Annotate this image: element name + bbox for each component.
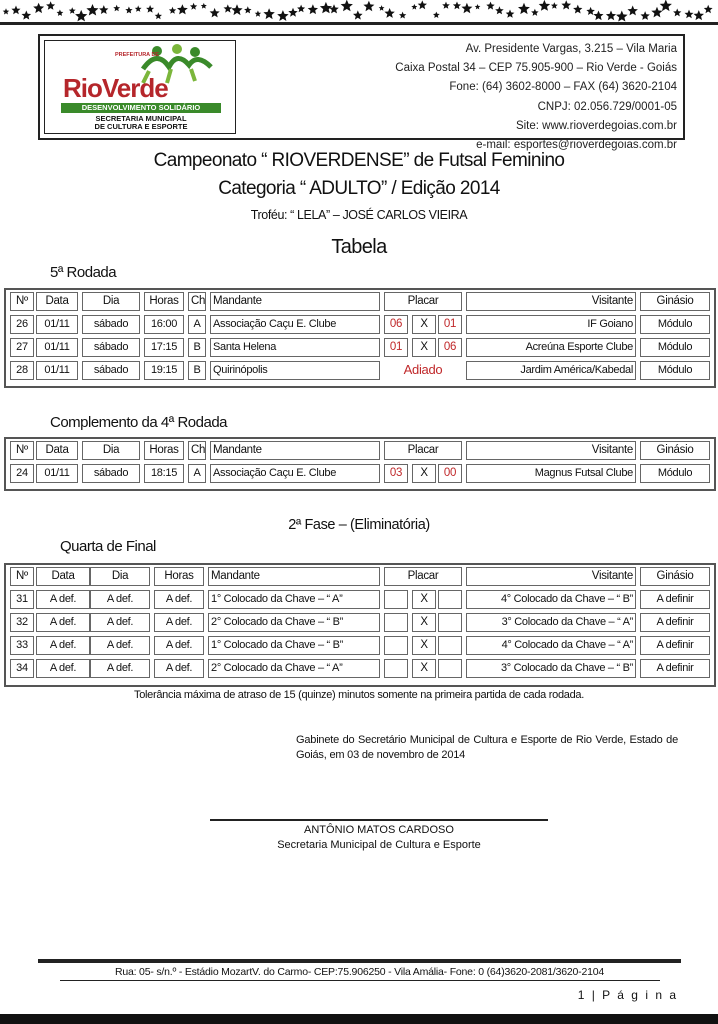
star-pattern bbox=[0, 0, 718, 22]
away-team: IF Goiano bbox=[466, 315, 636, 334]
header-rule bbox=[0, 22, 718, 25]
table-row bbox=[6, 657, 714, 680]
header-score: Placar bbox=[384, 441, 462, 460]
home-score: 03 bbox=[384, 464, 408, 483]
match-date: 01/11 bbox=[36, 338, 78, 357]
match-group: B bbox=[188, 338, 206, 357]
header-gym: Ginásio bbox=[640, 292, 710, 311]
logo-prefeitura: PREFEITURA DE bbox=[115, 52, 160, 58]
gym: Módulo bbox=[640, 464, 710, 483]
gym: A definir bbox=[640, 613, 710, 632]
header-day: Dia bbox=[90, 567, 150, 586]
home-score: 01 bbox=[384, 338, 408, 357]
home-team: 1° Colocado da Chave – “ A” bbox=[208, 590, 380, 609]
away-score bbox=[438, 659, 462, 678]
away-score bbox=[438, 590, 462, 609]
decorative-star-border bbox=[0, 0, 718, 22]
round5-title: 5ª Rodada bbox=[50, 264, 117, 281]
match-group: B bbox=[188, 361, 206, 380]
match-time: 17:15 bbox=[144, 338, 184, 357]
round5-table bbox=[4, 288, 716, 388]
score-separator: X bbox=[412, 659, 436, 678]
match-day: A def. bbox=[90, 590, 150, 609]
contact-info bbox=[395, 40, 677, 155]
table-row bbox=[6, 634, 714, 657]
match-time: 18:15 bbox=[144, 464, 184, 483]
away-team: 4° Colocado da Chave – “ A” bbox=[466, 636, 636, 655]
cnpj: CNPJ: 02.056.729/0001-05 bbox=[537, 100, 677, 113]
match-date: A def. bbox=[36, 613, 90, 632]
match-day: sábado bbox=[82, 361, 140, 380]
gym: Módulo bbox=[640, 315, 710, 334]
match-date: 01/11 bbox=[36, 361, 78, 380]
home-score bbox=[384, 590, 408, 609]
logo-city-name: RioVerde bbox=[63, 73, 168, 103]
gym: Módulo bbox=[640, 361, 710, 380]
header-time: Horas bbox=[144, 292, 184, 311]
round4-title: Complemento da 4ª Rodada bbox=[50, 414, 228, 431]
match-time: A def. bbox=[154, 613, 204, 632]
match-time: A def. bbox=[154, 590, 204, 609]
gym: A definir bbox=[640, 636, 710, 655]
match-group: A bbox=[188, 315, 206, 334]
table-row bbox=[6, 611, 714, 634]
table-header-row bbox=[6, 439, 714, 462]
footer-address: Rua: 05- s/n.º - Estádio MozartV. do Carmo- CEP:75.906250 - Vila Amália- Fone: 0 (64)3620-2081/3620-2104 bbox=[114, 966, 605, 978]
home-team: Associação Caçu E. Clube bbox=[210, 315, 380, 334]
header-away: Visitante bbox=[466, 292, 636, 311]
header-home: Mandante bbox=[210, 292, 380, 311]
match-group: A bbox=[188, 464, 206, 483]
header-num: Nº bbox=[10, 441, 34, 460]
gym: A definir bbox=[640, 659, 710, 678]
home-team: 2° Colocado da Chave – “ B” bbox=[208, 613, 380, 632]
gym: Módulo bbox=[640, 338, 710, 357]
letterhead bbox=[38, 34, 685, 152]
match-number: 28 bbox=[10, 361, 34, 380]
match-date: 01/11 bbox=[36, 464, 78, 483]
phone: Fone: (64) 3602-8000 – FAX (64) 3620-2104 bbox=[449, 81, 677, 94]
score-separator: X bbox=[412, 338, 436, 357]
away-team: Acreúna Esporte Clube bbox=[466, 338, 636, 357]
header-home: Mandante bbox=[208, 567, 380, 586]
round4-table bbox=[4, 437, 716, 491]
header-day: Dia bbox=[82, 441, 140, 460]
phase2-title: 2ª Fase – (Eliminatória) bbox=[288, 517, 430, 533]
match-number: 33 bbox=[10, 636, 34, 655]
postal-box: Caixa Postal 34 – CEP 75.905-900 – Rio Verde - Goiás bbox=[395, 62, 677, 75]
home-team: Santa Helena bbox=[210, 338, 380, 357]
header-num: Nº bbox=[10, 567, 34, 586]
away-team: 3° Colocado da Chave – “ A” bbox=[466, 613, 636, 632]
tolerance-note: Tolerância máxima de atraso de 15 (quinze) minutos somente na primeira partida de cada rodada. bbox=[134, 689, 584, 701]
match-day: sábado bbox=[82, 464, 140, 483]
table-header-row bbox=[6, 565, 714, 588]
away-score bbox=[438, 636, 462, 655]
match-day: A def. bbox=[90, 613, 150, 632]
logo-slogan: DESENVOLVIMENTO SOLIDÁRIO bbox=[61, 103, 221, 113]
match-day: sábado bbox=[82, 315, 140, 334]
match-number: 26 bbox=[10, 315, 34, 334]
home-team: 2° Colocado da Chave – “ A” bbox=[208, 659, 380, 678]
match-date: A def. bbox=[36, 590, 90, 609]
rio-verde-logo bbox=[44, 40, 236, 134]
away-score: 01 bbox=[438, 315, 462, 334]
header-date: Data bbox=[36, 441, 78, 460]
gym: A definir bbox=[640, 590, 710, 609]
match-date: 01/11 bbox=[36, 315, 78, 334]
score-separator: X bbox=[412, 590, 436, 609]
footer-divider bbox=[60, 980, 660, 981]
header-time: Horas bbox=[144, 441, 184, 460]
home-team: Quirinópolis bbox=[210, 361, 380, 380]
signatory-role: Secretaria Municipal de Cultura e Esporte bbox=[277, 839, 481, 851]
match-status: Adiado bbox=[403, 362, 443, 377]
table-row bbox=[6, 588, 714, 611]
match-number: 27 bbox=[10, 338, 34, 357]
home-score: 06 bbox=[384, 315, 408, 334]
score-separator: X bbox=[412, 315, 436, 334]
match-number: 34 bbox=[10, 659, 34, 678]
header-score: Placar bbox=[384, 292, 462, 311]
home-score bbox=[384, 659, 408, 678]
schedule-heading: Tabela bbox=[331, 236, 387, 258]
score-separator: X bbox=[412, 613, 436, 632]
home-score bbox=[384, 613, 408, 632]
match-time: A def. bbox=[154, 659, 204, 678]
home-team: 1° Colocado da Chave – “ B” bbox=[208, 636, 380, 655]
logo-dept-2: DE CULTURA E ESPORTE bbox=[94, 122, 188, 131]
header-home: Mandante bbox=[210, 441, 380, 460]
match-date: A def. bbox=[36, 636, 90, 655]
header-num: Nº bbox=[10, 292, 34, 311]
match-day: sábado bbox=[82, 338, 140, 357]
signature-line bbox=[210, 819, 548, 821]
away-team: 3° Colocado da Chave – “ B” bbox=[466, 659, 636, 678]
table-row bbox=[6, 462, 714, 485]
header-ch: Ch bbox=[188, 292, 206, 311]
match-day: A def. bbox=[90, 659, 150, 678]
table-row bbox=[6, 313, 714, 336]
address: Av. Presidente Vargas, 3.215 – Vila Maria bbox=[465, 43, 677, 55]
match-number: 32 bbox=[10, 613, 34, 632]
header-away: Visitante bbox=[466, 567, 636, 586]
page-number: 1 | P á g i n a bbox=[577, 988, 678, 1002]
home-score bbox=[384, 636, 408, 655]
home-team: Associação Caçu E. Clube bbox=[210, 464, 380, 483]
match-time: 19:15 bbox=[144, 361, 184, 380]
trophy-name: Troféu: “ LELA” – JOSÉ CARLOS VIEIRA bbox=[250, 208, 468, 222]
closing-statement: Gabinete do Secretário Municipal de Cultura e Esporte de Rio Verde, Estado de Goiás, em 03 de novembro de 2014 bbox=[296, 734, 678, 761]
header-score: Placar bbox=[384, 567, 462, 586]
header-gym: Ginásio bbox=[640, 567, 710, 586]
website[interactable]: Site: www.rioverdegoias.com.br bbox=[515, 119, 677, 132]
match-number: 31 bbox=[10, 590, 34, 609]
email[interactable]: e-mail: esportes@rioverdegoias.com.br bbox=[476, 139, 677, 152]
signatory-name: ANTÔNIO MATOS CARDOSO bbox=[304, 824, 454, 836]
match-time: A def. bbox=[154, 636, 204, 655]
away-score: 00 bbox=[438, 464, 462, 483]
away-team: Jardim América/Kabedal bbox=[466, 361, 636, 380]
category-title: Categoria “ ADULTO” / Edição 2014 bbox=[218, 178, 500, 199]
away-team: Magnus Futsal Clube bbox=[466, 464, 636, 483]
away-score bbox=[438, 613, 462, 632]
footer-rule bbox=[38, 959, 681, 963]
table-header-row bbox=[6, 290, 714, 313]
match-date: A def. bbox=[36, 659, 90, 678]
header-date: Data bbox=[36, 567, 90, 586]
header-gym: Ginásio bbox=[640, 441, 710, 460]
score-separator: X bbox=[412, 464, 436, 483]
quarterfinal-title: Quarta de Final bbox=[60, 538, 156, 555]
logo-dept-1: SECRETARIA MUNICIPAL bbox=[95, 114, 187, 123]
match-time: 16:00 bbox=[144, 315, 184, 334]
header-time: Horas bbox=[154, 567, 204, 586]
header-ch: Ch bbox=[188, 441, 206, 460]
away-team: 4° Colocado da Chave – “ B” bbox=[466, 590, 636, 609]
bottom-border bbox=[0, 1014, 718, 1024]
header-day: Dia bbox=[82, 292, 140, 311]
away-score: 06 bbox=[438, 338, 462, 357]
score-separator: X bbox=[412, 636, 436, 655]
header-date: Data bbox=[36, 292, 78, 311]
table-row bbox=[6, 336, 714, 359]
table-row bbox=[6, 359, 714, 382]
match-number: 24 bbox=[10, 464, 34, 483]
championship-title: Campeonato “ RIOVERDENSE” de Futsal Feminino bbox=[153, 150, 565, 171]
match-day: A def. bbox=[90, 636, 150, 655]
quarterfinal-table bbox=[4, 563, 716, 687]
header-away: Visitante bbox=[466, 441, 636, 460]
